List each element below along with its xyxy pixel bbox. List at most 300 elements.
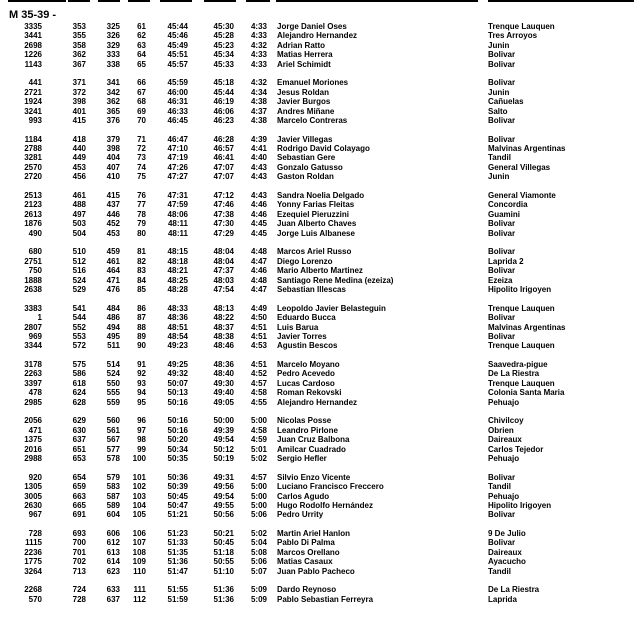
pace: 5:09 xyxy=(250,594,267,604)
runner-city: Hipolito Irigoyen xyxy=(488,284,552,294)
general-position: 497 xyxy=(72,209,86,219)
runner-city: Trenque Lauquen xyxy=(488,341,555,351)
table-row xyxy=(0,510,634,519)
chip-time: 51:36 xyxy=(213,594,234,604)
pace: 4:33 xyxy=(250,31,267,41)
sex-position: 613 xyxy=(106,547,120,557)
runner-city: Pehuajo xyxy=(488,491,520,501)
bib-number: 2638 xyxy=(24,284,42,294)
gun-time: 47:26 xyxy=(167,162,188,172)
group-spacer xyxy=(0,238,634,247)
table-row xyxy=(0,210,634,219)
general-position: 440 xyxy=(72,144,86,154)
pace: 5:02 xyxy=(250,529,267,539)
pace: 4:38 xyxy=(250,115,267,125)
runner-name: Hugo Rodolfo Hernández xyxy=(277,500,373,510)
bib-number: 1775 xyxy=(24,557,42,567)
table-row xyxy=(0,538,634,547)
category-position: 82 xyxy=(137,256,146,266)
gun-time: 51:59 xyxy=(167,594,188,604)
gun-time: 50:45 xyxy=(167,491,188,501)
pace: 4:32 xyxy=(250,40,267,50)
runner-name: Santiago Rene Medina (ezeiza) xyxy=(277,275,394,285)
sex-position: 578 xyxy=(106,453,120,463)
chip-time: 46:41 xyxy=(213,153,234,163)
gun-time: 45:51 xyxy=(167,50,188,60)
table-row xyxy=(0,88,634,97)
group-spacer xyxy=(0,520,634,529)
gun-time: 48:06 xyxy=(167,209,188,219)
gun-time: 46:47 xyxy=(167,134,188,144)
bib-number: 3335 xyxy=(24,22,42,31)
bib-number: 3281 xyxy=(24,153,42,163)
table-row xyxy=(0,473,634,482)
runner-city: Ezeiza xyxy=(488,275,513,285)
runner-name: Adrian Ratto xyxy=(277,40,325,50)
general-position: 618 xyxy=(72,378,86,388)
pace: 5:09 xyxy=(250,585,267,595)
runner-name: Dardo Reynoso xyxy=(277,585,337,595)
chip-time: 50:55 xyxy=(213,557,234,567)
general-position: 401 xyxy=(72,106,86,116)
sex-position: 524 xyxy=(106,369,120,379)
chip-time: 49:39 xyxy=(213,425,234,435)
sex-position: 437 xyxy=(106,200,120,210)
runner-name: Alejandro Hernandez xyxy=(277,397,358,407)
pace: 4:58 xyxy=(250,425,267,435)
table-row xyxy=(0,435,634,444)
sex-position: 577 xyxy=(106,444,120,454)
category-position: 68 xyxy=(137,97,146,107)
table-row xyxy=(0,107,634,116)
table-row xyxy=(0,416,634,425)
chip-time: 48:22 xyxy=(213,313,234,323)
table-row xyxy=(0,200,634,209)
header-rule xyxy=(128,0,150,2)
runner-city: Carlos Tejedor xyxy=(488,444,544,454)
table-row xyxy=(0,304,634,313)
general-position: 701 xyxy=(72,547,86,557)
runner-city: Chivilcoy xyxy=(488,416,524,426)
category-position: 67 xyxy=(137,87,146,97)
runner-city: Bolivar xyxy=(488,313,516,323)
pace: 4:39 xyxy=(250,134,267,144)
category-position: 78 xyxy=(137,209,146,219)
table-row xyxy=(0,41,634,50)
chip-time: 47:37 xyxy=(213,266,234,276)
runner-city: Bolivar xyxy=(488,538,516,548)
runner-city: Bolivar xyxy=(488,219,516,229)
bib-number: 3383 xyxy=(24,303,42,313)
bib-number: 478 xyxy=(28,388,42,398)
pace: 4:58 xyxy=(250,388,267,398)
table-row xyxy=(0,116,634,125)
table-row xyxy=(0,529,634,538)
table-row xyxy=(0,379,634,388)
sex-position: 415 xyxy=(106,191,120,201)
bib-number: 2988 xyxy=(24,453,42,463)
runner-name: Pedro Urrity xyxy=(277,510,324,520)
table-row xyxy=(0,567,634,576)
category-position: 63 xyxy=(137,40,146,50)
chip-time: 48:04 xyxy=(213,247,234,257)
runner-name: Andres Miñane xyxy=(277,106,335,116)
runner-name: Jorge Luis Albanese xyxy=(277,228,355,238)
chip-time: 51:10 xyxy=(213,566,234,576)
category-position: 88 xyxy=(137,322,146,332)
gun-time: 48:11 xyxy=(167,228,188,238)
sex-position: 633 xyxy=(106,585,120,595)
gun-time: 47:27 xyxy=(167,172,188,182)
pace: 4:50 xyxy=(250,313,267,323)
sex-position: 567 xyxy=(106,435,120,445)
gun-time: 48:21 xyxy=(167,266,188,276)
gun-time: 50:39 xyxy=(167,482,188,492)
category-position: 99 xyxy=(137,444,146,454)
pace: 4:48 xyxy=(250,247,267,257)
runner-city: Tandil xyxy=(488,153,511,163)
runner-city: Bolivar xyxy=(488,331,516,341)
group-spacer xyxy=(0,576,634,585)
bib-number: 993 xyxy=(28,115,42,125)
sex-position: 365 xyxy=(106,106,120,116)
gun-time: 48:54 xyxy=(167,331,188,341)
category-position: 84 xyxy=(137,275,146,285)
runner-city: Bolivar xyxy=(488,228,516,238)
table-row xyxy=(0,247,634,256)
general-position: 503 xyxy=(72,219,86,229)
runner-city: Tandil xyxy=(488,482,511,492)
pace: 5:00 xyxy=(250,482,267,492)
general-position: 630 xyxy=(72,425,86,435)
category-position: 96 xyxy=(137,416,146,426)
results-list xyxy=(0,22,634,604)
table-row xyxy=(0,369,634,378)
gun-time: 51:47 xyxy=(167,566,188,576)
category-position: 104 xyxy=(132,500,146,510)
table-row xyxy=(0,360,634,369)
bib-number: 471 xyxy=(28,425,42,435)
runner-city: Ayacucho xyxy=(488,557,526,567)
bib-number: 2123 xyxy=(24,200,42,210)
bib-number: 2721 xyxy=(24,87,42,97)
gun-time: 45:46 xyxy=(167,31,188,41)
runner-name: Gaston Roldan xyxy=(277,172,334,182)
runner-name: Juan Alberto Chaves xyxy=(277,219,357,229)
chip-time: 49:56 xyxy=(213,482,234,492)
gun-time: 46:33 xyxy=(167,106,188,116)
general-position: 362 xyxy=(72,50,86,60)
sex-position: 446 xyxy=(106,209,120,219)
general-position: 572 xyxy=(72,341,86,351)
gun-time: 47:31 xyxy=(167,191,188,201)
runner-city: Daireaux xyxy=(488,547,522,557)
chip-time: 49:31 xyxy=(213,472,234,482)
table-row xyxy=(0,219,634,228)
runner-name: Gonzalo Gatusso xyxy=(277,162,343,172)
chip-time: 50:19 xyxy=(213,453,234,463)
gun-time: 48:18 xyxy=(167,256,188,266)
chip-time: 47:07 xyxy=(213,162,234,172)
bib-number: 2788 xyxy=(24,144,42,154)
general-position: 700 xyxy=(72,538,86,548)
runner-name: Yonny Farias Fleitas xyxy=(277,200,355,210)
group-spacer xyxy=(0,407,634,416)
sex-position: 614 xyxy=(106,557,120,567)
runner-name: Pedro Acevedo xyxy=(277,369,335,379)
pace: 5:00 xyxy=(250,491,267,501)
pace: 5:06 xyxy=(250,557,267,567)
general-position: 372 xyxy=(72,87,86,97)
runner-city: Tandil xyxy=(488,566,511,576)
general-position: 552 xyxy=(72,322,86,332)
runner-name: Roman Rekovski xyxy=(277,388,342,398)
category-position: 92 xyxy=(137,369,146,379)
sex-position: 514 xyxy=(106,360,120,370)
runner-city: Guamini xyxy=(488,209,521,219)
gun-time: 48:33 xyxy=(167,303,188,313)
sex-position: 606 xyxy=(106,529,120,539)
category-position: 94 xyxy=(137,388,146,398)
chip-time: 47:12 xyxy=(213,191,234,201)
bib-number: 3264 xyxy=(24,566,42,576)
sex-position: 560 xyxy=(106,416,120,426)
general-position: 654 xyxy=(72,472,86,482)
gun-time: 49:23 xyxy=(167,341,188,351)
sex-position: 341 xyxy=(106,78,120,88)
header-rule xyxy=(8,0,66,2)
runner-name: Ariel Schimidt xyxy=(277,59,331,69)
table-row xyxy=(0,229,634,238)
chip-time: 45:23 xyxy=(213,40,234,50)
gun-time: 51:36 xyxy=(167,557,188,567)
bib-number: 2263 xyxy=(24,369,42,379)
sex-position: 587 xyxy=(106,491,120,501)
runner-name: Carlos Agudo xyxy=(277,491,330,501)
bib-number: 2698 xyxy=(24,40,42,50)
category-position: 72 xyxy=(137,144,146,154)
gun-time: 48:25 xyxy=(167,275,188,285)
pace: 5:08 xyxy=(250,547,267,557)
sex-position: 326 xyxy=(106,31,120,41)
runner-city: Bolivar xyxy=(488,134,516,144)
category-position: 86 xyxy=(137,303,146,313)
category-position: 66 xyxy=(137,78,146,88)
chip-time: 48:37 xyxy=(213,322,234,332)
chip-time: 48:04 xyxy=(213,256,234,266)
bib-number: 1 xyxy=(37,313,42,323)
runner-city: Junin xyxy=(488,40,510,50)
chip-time: 46:23 xyxy=(213,115,234,125)
gun-time: 47:10 xyxy=(167,144,188,154)
general-position: 512 xyxy=(72,256,86,266)
sex-position: 453 xyxy=(106,228,120,238)
category-position: 89 xyxy=(137,331,146,341)
runner-name: Marcos Ariel Russo xyxy=(277,247,352,257)
chip-time: 48:40 xyxy=(213,369,234,379)
pace: 4:47 xyxy=(250,284,267,294)
pace: 4:33 xyxy=(250,50,267,60)
runner-city: Malvinas Argentinas xyxy=(488,322,566,332)
runner-name: Mario Alberto Martinez xyxy=(277,266,363,276)
category-position: 62 xyxy=(137,31,146,41)
category-position: 76 xyxy=(137,191,146,201)
chip-time: 50:00 xyxy=(213,416,234,426)
chip-time: 45:34 xyxy=(213,50,234,60)
general-position: 691 xyxy=(72,510,86,520)
general-position: 453 xyxy=(72,162,86,172)
table-row xyxy=(0,557,634,566)
runner-city: 9 De Julio xyxy=(488,529,526,539)
category-position: 65 xyxy=(137,59,146,69)
chip-time: 49:54 xyxy=(213,435,234,445)
general-position: 702 xyxy=(72,557,86,567)
sex-position: 555 xyxy=(106,388,120,398)
sex-position: 476 xyxy=(106,284,120,294)
chip-time: 49:55 xyxy=(213,500,234,510)
general-position: 651 xyxy=(72,444,86,454)
sex-position: 329 xyxy=(106,40,120,50)
runner-name: Ezequiel Pieruzzini xyxy=(277,209,350,219)
bib-number: 1876 xyxy=(24,219,42,229)
gun-time: 45:59 xyxy=(167,78,188,88)
pace: 4:37 xyxy=(250,106,267,116)
sex-position: 559 xyxy=(106,397,120,407)
runner-name: Alejandro Hernandez xyxy=(277,31,358,41)
gun-time: 50:47 xyxy=(167,500,188,510)
runner-name: Rodrigo David Colayago xyxy=(277,144,370,154)
sex-position: 338 xyxy=(106,59,120,69)
category-position: 87 xyxy=(137,313,146,323)
gun-time: 45:49 xyxy=(167,40,188,50)
bib-number: 3005 xyxy=(24,491,42,501)
bib-number: 2056 xyxy=(24,416,42,426)
bib-number: 2630 xyxy=(24,500,42,510)
table-row xyxy=(0,22,634,31)
header-rule xyxy=(488,0,634,2)
general-position: 624 xyxy=(72,388,86,398)
runner-name: Marcelo Contreras xyxy=(277,115,348,125)
general-position: 461 xyxy=(72,191,86,201)
chip-time: 50:56 xyxy=(213,510,234,520)
runner-name: Marcelo Moyano xyxy=(277,360,340,370)
category-position: 106 xyxy=(132,529,146,539)
general-position: 510 xyxy=(72,247,86,257)
category-position: 74 xyxy=(137,162,146,172)
category-position: 112 xyxy=(133,594,146,604)
runner-city: Bolivar xyxy=(488,472,516,482)
gun-time: 49:25 xyxy=(167,360,188,370)
sex-position: 379 xyxy=(106,134,120,144)
general-position: 415 xyxy=(72,115,86,125)
sex-position: 461 xyxy=(106,256,120,266)
pace: 4:47 xyxy=(250,256,267,266)
sex-position: 579 xyxy=(106,472,120,482)
gun-time: 48:15 xyxy=(167,247,188,257)
sex-position: 495 xyxy=(106,331,120,341)
general-position: 629 xyxy=(72,416,86,426)
table-row xyxy=(0,501,634,510)
chip-time: 49:40 xyxy=(213,388,234,398)
bib-number: 3397 xyxy=(24,378,42,388)
category-position: 103 xyxy=(132,491,146,501)
pace: 4:45 xyxy=(250,219,267,229)
pace: 4:43 xyxy=(250,191,267,201)
bib-number: 3178 xyxy=(24,360,42,370)
runner-city: Concordia xyxy=(488,200,528,210)
table-row xyxy=(0,163,634,172)
table-row xyxy=(0,285,634,294)
sex-position: 612 xyxy=(106,538,120,548)
gun-time: 51:35 xyxy=(167,547,188,557)
gun-time: 50:34 xyxy=(167,444,188,454)
chip-time: 48:13 xyxy=(213,303,234,313)
bib-number: 2751 xyxy=(24,256,42,266)
chip-time: 50:21 xyxy=(213,529,234,539)
table-row xyxy=(0,332,634,341)
general-position: 653 xyxy=(72,453,86,463)
pace: 4:57 xyxy=(250,378,267,388)
general-position: 449 xyxy=(72,153,86,163)
pace: 4:43 xyxy=(250,172,267,182)
table-row xyxy=(0,60,634,69)
general-position: 553 xyxy=(72,331,86,341)
category-position: 85 xyxy=(137,284,146,294)
general-position: 663 xyxy=(72,491,86,501)
category-position: 98 xyxy=(137,435,146,445)
category-position: 105 xyxy=(132,510,146,520)
runner-name: Matias Herrera xyxy=(277,50,333,60)
chip-time: 49:54 xyxy=(213,491,234,501)
table-row xyxy=(0,50,634,59)
table-row xyxy=(0,482,634,491)
general-position: 398 xyxy=(72,97,86,107)
runner-name: Marcos Orellano xyxy=(277,547,340,557)
runner-city: Laprida xyxy=(488,594,517,604)
gun-time: 46:00 xyxy=(167,87,188,97)
bib-number: 2807 xyxy=(24,322,42,332)
sex-position: 464 xyxy=(106,266,120,276)
sex-position: 452 xyxy=(106,219,120,229)
pace: 4:55 xyxy=(250,397,267,407)
bib-number: 1115 xyxy=(25,538,42,548)
general-position: 586 xyxy=(72,369,86,379)
pace: 4:51 xyxy=(250,322,267,332)
bib-number: 2236 xyxy=(24,547,42,557)
runner-city: General Viamonte xyxy=(488,191,556,201)
category-position: 64 xyxy=(137,50,146,60)
category-position: 95 xyxy=(137,397,146,407)
runner-name: Jorge Daniel Oses xyxy=(277,22,347,31)
runner-city: Saavedra-pigue xyxy=(488,360,548,370)
bib-number: 1305 xyxy=(24,482,42,492)
runner-city: De La Riestra xyxy=(488,585,540,595)
runner-city: Bolivar xyxy=(488,59,516,69)
table-row xyxy=(0,585,634,594)
runner-name: Javier Villegas xyxy=(277,134,333,144)
pace: 5:07 xyxy=(250,566,267,576)
bib-number: 969 xyxy=(28,331,42,341)
pace: 4:33 xyxy=(250,59,267,69)
chip-time: 45:44 xyxy=(213,87,234,97)
table-row xyxy=(0,97,634,106)
category-position: 110 xyxy=(133,566,146,576)
chip-time: 50:45 xyxy=(213,538,234,548)
general-position: 353 xyxy=(72,22,86,31)
general-position: 713 xyxy=(72,566,86,576)
chip-time: 49:05 xyxy=(213,397,234,407)
runner-city: Colonia Santa Maria xyxy=(488,388,565,398)
